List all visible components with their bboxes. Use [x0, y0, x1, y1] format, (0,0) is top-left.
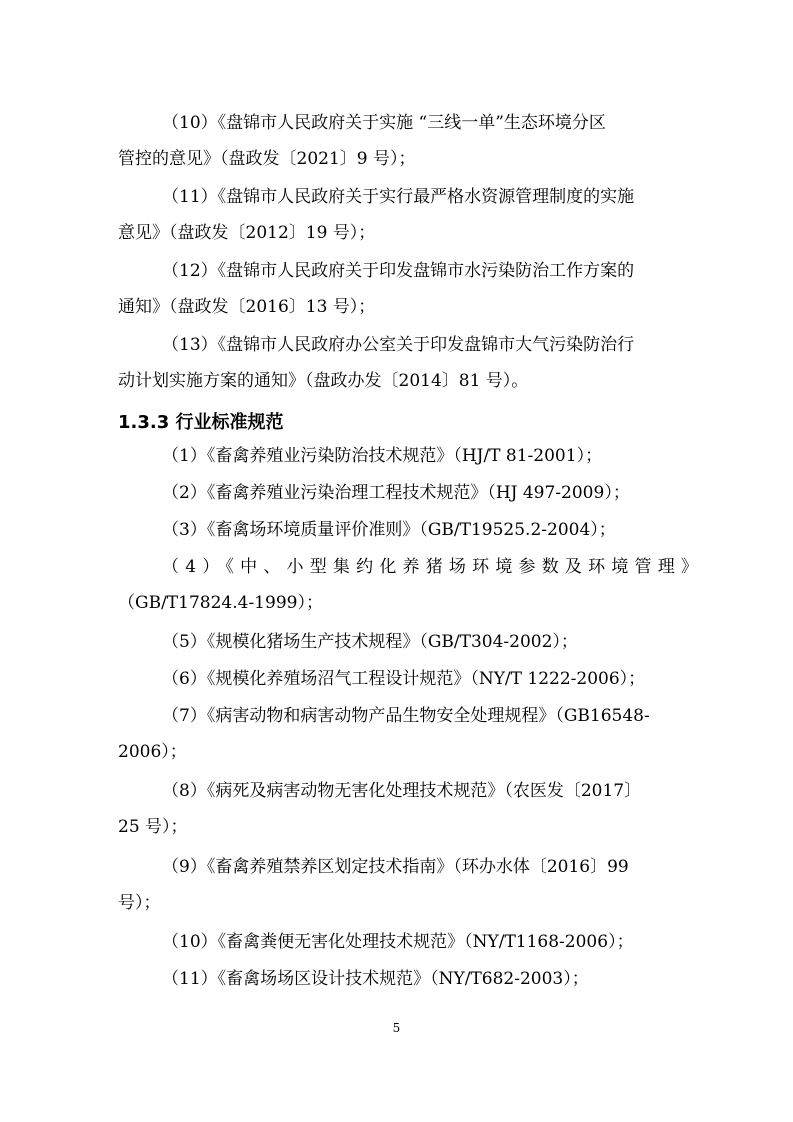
standard-3: [118, 512, 678, 548]
regulation-13-line-2: 动计划实施方案的通知》（盘政办发〔2014〕81 号）。: [118, 371, 529, 391]
regulation-11: [118, 179, 678, 251]
regulation-12-line-2: 通知》（盘政发〔2016〕13 号）；: [118, 297, 376, 317]
standard-5-line-1: （5）《规模化猪场生产技术规程》（GB/T304-2002）；: [162, 632, 578, 652]
standard-10: [118, 924, 678, 960]
standard-1: [118, 438, 678, 474]
regulation-11-line-2: 意见》（盘政发〔2012〕19 号）；: [118, 223, 376, 243]
regulation-12: [118, 253, 678, 325]
standard-9-line-2: 号）；: [118, 893, 161, 913]
standard-11: [118, 961, 678, 997]
standard-8-line-2: 25 号）；: [118, 817, 188, 837]
standard-9-line-1: （9）《畜禽养殖禁养区划定技术指南》（环办水体〔2016〕99: [162, 857, 629, 877]
standard-4-line-1: （4）《中、小型集约化养猪场环境参数及环境管理》: [162, 557, 705, 577]
regulation-10-line-2: 管控的意见》（盘政发〔2021〕9 号）；: [118, 149, 416, 169]
standard-6-line-1: （6）《规模化养殖场沼气工程设计规范》（NY/T 1222-2006）；: [162, 669, 646, 689]
standard-3-line-1: （3）《畜禽场环境质量评价准则》（GB/T19525.2-2004）；: [162, 520, 616, 540]
standard-8-line-1: （8）《病死及病害动物无害化处理技术规范》（农医发〔2017〕: [162, 781, 642, 801]
regulation-12-line-1: （12）《盘锦市人民政府关于印发盘锦市水污染防治工作方案的: [162, 261, 635, 281]
standard-10-line-1: （10）《畜禽粪便无害化处理技术规范》（NY/T1168-2006）；: [162, 932, 634, 952]
regulation-10-line-1: （10）《盘锦市人民政府关于实施 “三线一单”生态环境分区: [162, 113, 606, 133]
regulation-11-line-1: （11）《盘锦市人民政府关于实行最严格水资源管理制度的实施: [162, 187, 635, 207]
page-number: 5: [392, 1021, 401, 1035]
standard-8: [118, 773, 678, 845]
standard-2: [118, 475, 678, 511]
standard-7: [118, 698, 678, 770]
regulation-13: [118, 327, 678, 399]
standard-7-line-1: （7）《病害动物和病害动物产品生物安全处理规程》（GB16548-: [162, 706, 650, 726]
section-heading: 1.3.3 行业标准规范: [118, 412, 284, 433]
regulation-10: [118, 105, 678, 177]
standard-7-line-2: 2006）；: [118, 742, 187, 762]
standard-5: [118, 624, 678, 660]
standard-2-line-1: （2）《畜禽养殖业污染治理工程技术规范》（HJ 497-2009）；: [162, 483, 630, 503]
regulation-13-line-1: （13）《盘锦市人民政府办公室关于印发盘锦市大气污染防治行: [162, 335, 635, 355]
standard-1-line-1: （1）《畜禽养殖业污染防治技术规范》（HJ/T 81-2001）；: [162, 446, 603, 466]
standard-4: [118, 549, 705, 621]
standard-11-line-1: （11）《畜禽场场区设计技术规范》（NY/T682-2003）；: [162, 969, 589, 989]
standard-4-line-2: （GB/T17824.4-1999）；: [118, 593, 323, 613]
standard-9: [118, 849, 678, 921]
standard-6: [118, 661, 678, 697]
